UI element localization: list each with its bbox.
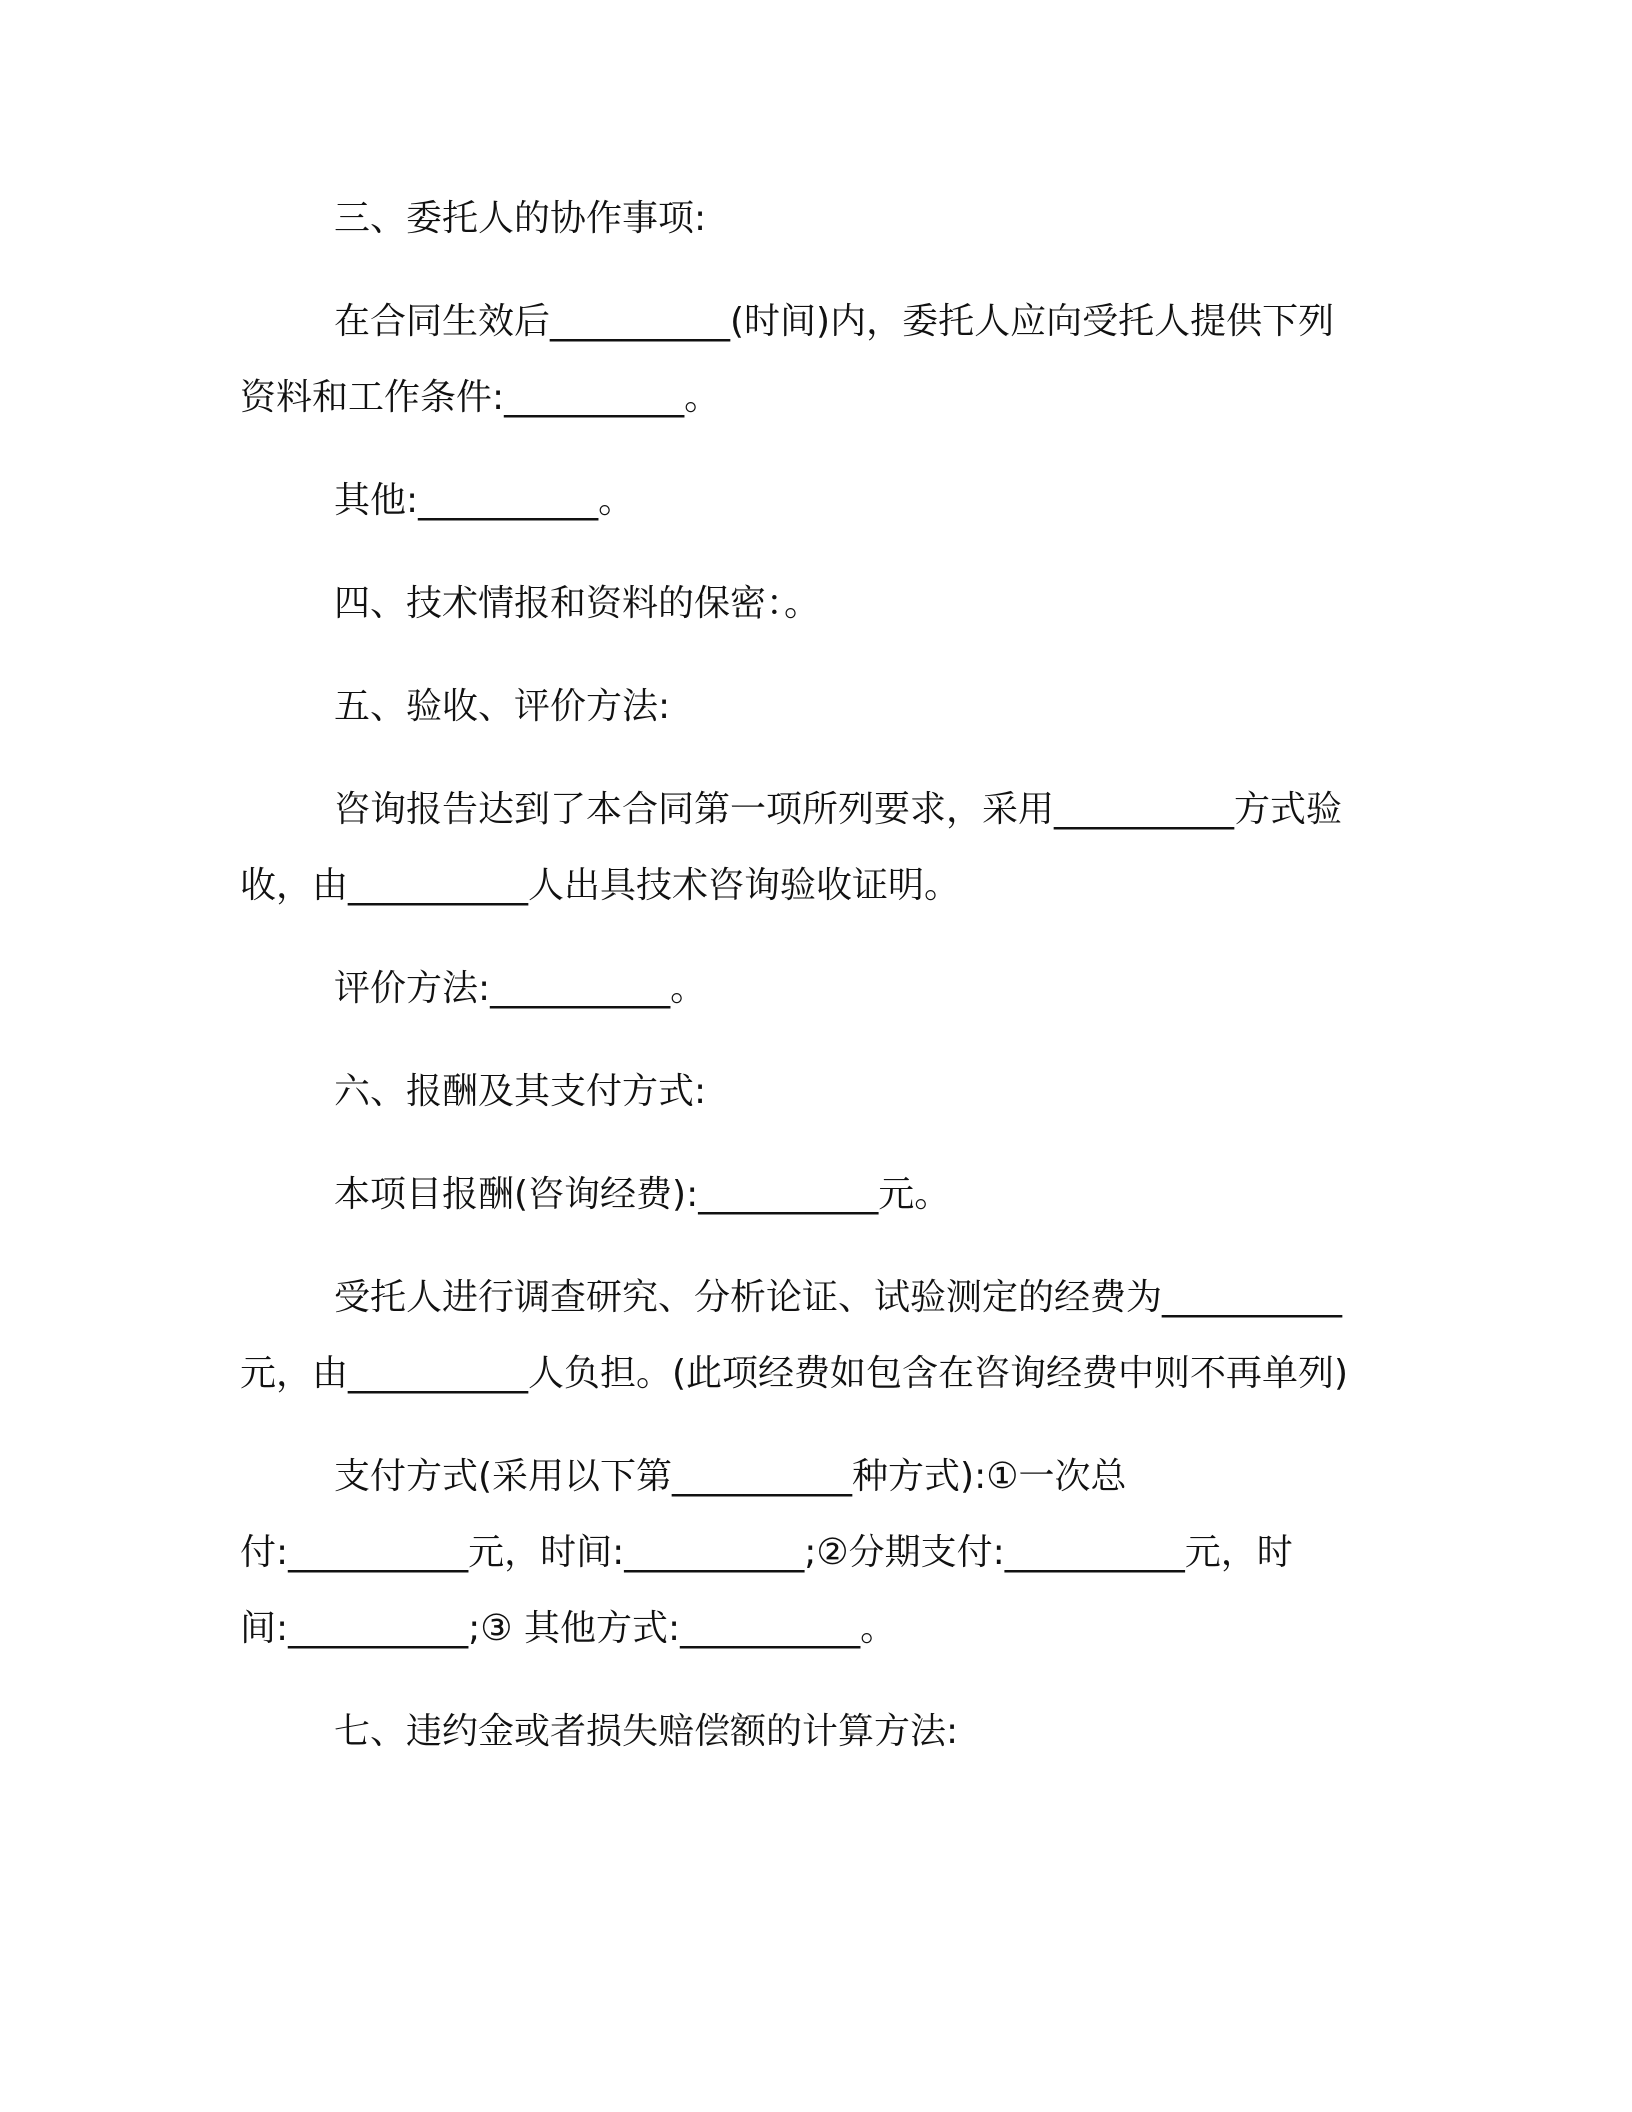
- paragraph-line: 支付方式(采用以下第__________种方式):①一次总: [334, 1456, 1127, 1497]
- paragraph-line: 其他:__________。: [334, 480, 635, 521]
- paragraph-line: 本项目报酬(咨询经费):__________元。: [334, 1174, 951, 1215]
- paragraph-line: 付:__________元，时间:__________;②分期支付:__________元，时: [240, 1532, 1293, 1573]
- section-7-heading: 七、违约金或者损失赔偿额的计算方法:: [334, 1711, 959, 1752]
- paragraph-line: 元，由__________人负担。(此项经费如包含在咨询经费中则不再单列): [240, 1353, 1349, 1394]
- section-6-heading: 六、报酬及其支付方式:: [334, 1071, 707, 1112]
- section-4-heading: 四、技术情报和资料的保密：。: [334, 583, 821, 624]
- section-3-heading: 三、委托人的协作事项:: [334, 198, 707, 239]
- paragraph-line: 在合同生效后__________(时间)内，委托人应向受托人提供下列: [334, 301, 1335, 342]
- paragraph-line: 资料和工作条件:__________。: [240, 377, 721, 418]
- paragraph-line: 收，由__________人出具技术咨询验收证明。: [240, 865, 961, 906]
- paragraph-line: 间:__________;③ 其他方式:__________。: [240, 1608, 897, 1649]
- paragraph-line: 咨询报告达到了本合同第一项所列要求，采用__________方式验: [334, 789, 1343, 830]
- section-5-heading: 五、验收、评价方法:: [334, 686, 671, 727]
- paragraph-line: 评价方法:__________。: [334, 968, 707, 1009]
- paragraph-line: 受托人进行调查研究、分析论证、试验测定的经费为__________: [334, 1277, 1343, 1318]
